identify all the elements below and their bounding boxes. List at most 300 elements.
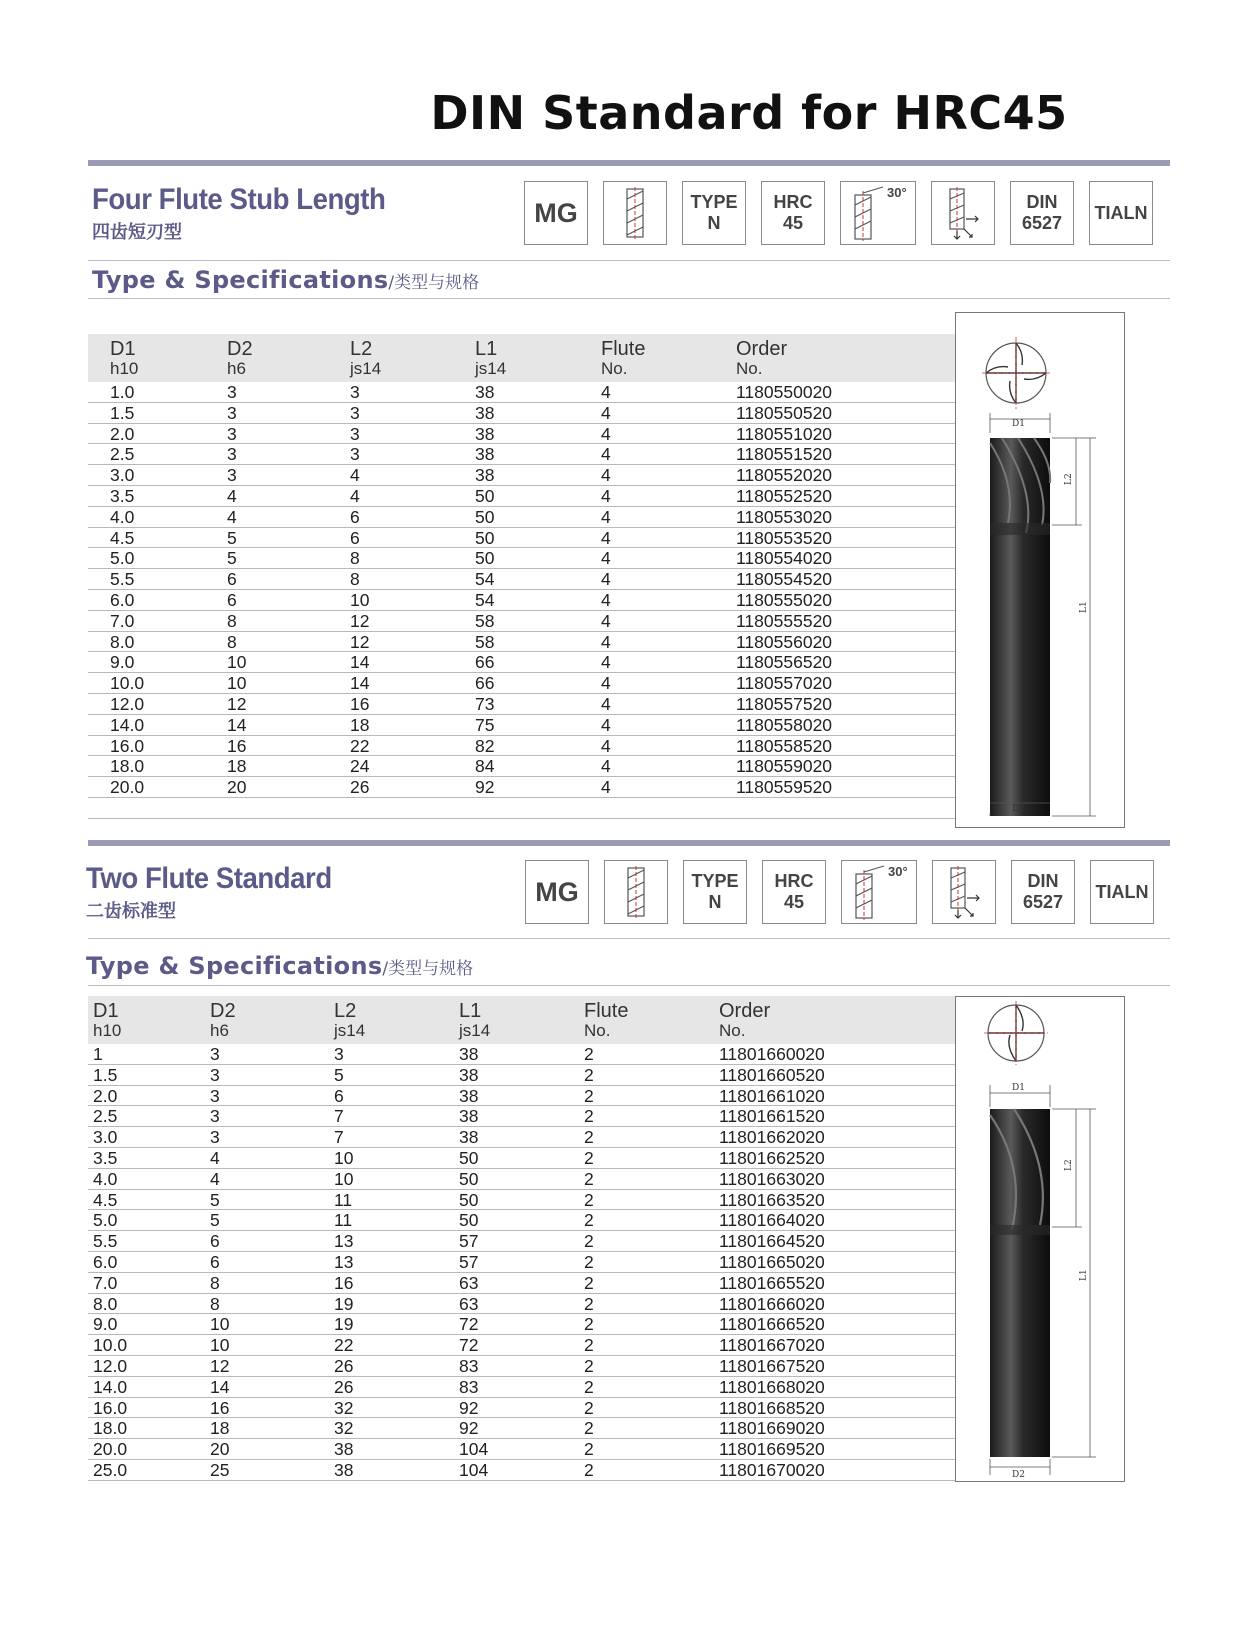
table-cell: 38 xyxy=(475,444,495,465)
table-cell: 11801663020 xyxy=(719,1168,825,1189)
table-cell: 14 xyxy=(227,714,247,735)
table-cell: 38 xyxy=(459,1127,479,1148)
table-cell: 8 xyxy=(210,1293,220,1314)
table-cell: 11801661020 xyxy=(719,1085,825,1106)
section-divider xyxy=(88,840,1170,846)
table-cell: 84 xyxy=(475,756,495,777)
table-row xyxy=(88,798,978,819)
table-row xyxy=(88,1148,978,1169)
hrc-badge-label: HRC xyxy=(774,871,814,891)
table-row xyxy=(88,694,978,715)
table-cell: 2 xyxy=(584,1085,594,1106)
type-badge xyxy=(682,181,746,245)
table-cell: 4 xyxy=(227,485,237,506)
spec-table xyxy=(88,334,978,819)
table-cell: 2.0 xyxy=(93,1085,118,1106)
table-row xyxy=(88,548,978,569)
spec-heading-cn: /类型与规格 xyxy=(388,273,480,293)
type-badge-label: TYPE xyxy=(690,192,738,212)
table-cell: 11801666520 xyxy=(719,1314,825,1335)
table-cell: 75 xyxy=(475,714,495,735)
table-cell: 5 xyxy=(210,1189,220,1210)
table-cell: 3.0 xyxy=(110,465,135,486)
table-row xyxy=(88,444,978,465)
table-row xyxy=(88,528,978,549)
table-cell: 25.0 xyxy=(93,1459,128,1480)
table-cell: 2 xyxy=(584,1106,594,1127)
table-cell: 6 xyxy=(210,1231,220,1252)
column-name: D1 xyxy=(93,1000,119,1022)
spec-heading xyxy=(92,266,479,294)
table-cell: 38 xyxy=(459,1106,479,1127)
hrc-badge-value: 45 xyxy=(782,213,804,233)
hrc-badge-label: HRC xyxy=(773,192,813,212)
table-row xyxy=(88,1460,978,1481)
table-cell: 24 xyxy=(350,756,370,777)
table-row xyxy=(88,1106,978,1127)
column-unit: No. xyxy=(601,359,628,378)
table-cell: 1180559020 xyxy=(736,756,833,777)
feature-badges xyxy=(524,181,1153,245)
table-row xyxy=(88,611,978,632)
table-row xyxy=(88,507,978,528)
table-cell: 11801664020 xyxy=(719,1210,825,1231)
column-header xyxy=(93,1001,121,1041)
dim-d2-label: D2 xyxy=(1012,804,1025,814)
table-cell: 9.0 xyxy=(110,652,135,673)
table-cell: 1180555020 xyxy=(736,589,833,610)
table-cell: 13 xyxy=(334,1231,354,1252)
table-cell: 3 xyxy=(210,1127,220,1148)
section-divider xyxy=(88,160,1170,166)
coating-badge: TIALN xyxy=(1089,181,1153,245)
table-cell: 3 xyxy=(227,423,237,444)
column-header xyxy=(601,339,645,379)
table-cell: 18.0 xyxy=(93,1418,128,1439)
table-cell: 20 xyxy=(227,777,247,798)
table-cell: 20 xyxy=(210,1439,230,1460)
table-cell: 4 xyxy=(601,548,611,569)
table-cell: 2 xyxy=(584,1168,594,1189)
table-cell: 3 xyxy=(334,1044,344,1064)
table-cell: 6 xyxy=(334,1085,344,1106)
table-row xyxy=(88,403,978,424)
helix-angle-badge xyxy=(840,181,916,245)
table-cell: 3 xyxy=(210,1044,220,1064)
dim-l1-label: L1 xyxy=(1079,601,1089,613)
table-cell: 32 xyxy=(334,1397,354,1418)
table-cell: 13 xyxy=(334,1251,354,1272)
two-flute-end-mill-drawing xyxy=(956,997,1124,1481)
table-cell: 3 xyxy=(210,1106,220,1127)
coating-badge: TIALN xyxy=(1090,860,1154,924)
helix-angle-label: 30° xyxy=(888,864,908,879)
table-cell: 58 xyxy=(475,610,495,631)
dim-d1-label: D1 xyxy=(1012,419,1025,429)
table-row xyxy=(88,1065,978,1086)
table-cell: 11801667520 xyxy=(719,1355,825,1376)
table-row xyxy=(88,424,978,445)
table-cell: 63 xyxy=(459,1293,479,1314)
column-header xyxy=(719,1001,770,1041)
table-cell: 2 xyxy=(584,1314,594,1335)
table-row xyxy=(88,1335,978,1356)
table-cell: 2 xyxy=(584,1335,594,1356)
din-badge-value: 6527 xyxy=(1021,213,1063,233)
table-cell: 50 xyxy=(475,527,495,548)
table-cell: 57 xyxy=(459,1251,479,1272)
table-cell: 104 xyxy=(459,1459,489,1480)
table-cell: 1180552020 xyxy=(736,465,833,486)
table-cell: 4 xyxy=(601,693,611,714)
table-cell: 2.5 xyxy=(93,1106,118,1127)
table-cell: 4 xyxy=(601,444,611,465)
column-unit: js14 xyxy=(475,359,507,378)
table-cell: 2 xyxy=(584,1251,594,1272)
spec-heading-cn: /类型与规格 xyxy=(382,959,474,979)
type-badge-value: N xyxy=(707,213,721,233)
table-row xyxy=(88,1294,978,1315)
table-cell: 92 xyxy=(459,1418,479,1439)
column-name: D2 xyxy=(210,1000,236,1022)
column-unit: js14 xyxy=(350,359,382,378)
table-cell: 11 xyxy=(334,1189,353,1210)
table-cell: 4 xyxy=(601,652,611,673)
table-row xyxy=(88,1356,978,1377)
table-cell: 3 xyxy=(227,465,237,486)
column-header xyxy=(210,1001,236,1041)
table-cell: 11801669020 xyxy=(719,1418,825,1439)
table-row xyxy=(88,1086,978,1107)
hrc-badge xyxy=(762,860,826,924)
table-cell: 11801660020 xyxy=(719,1044,825,1064)
table-cell: 10 xyxy=(334,1147,354,1168)
table-cell: 4.5 xyxy=(93,1189,118,1210)
table-row xyxy=(88,1418,978,1439)
table-cell: 2 xyxy=(584,1272,594,1293)
table-cell: 38 xyxy=(475,465,495,486)
table-cell: 66 xyxy=(475,652,495,673)
table-cell: 1 xyxy=(93,1044,103,1064)
end-cut-icon xyxy=(932,860,996,924)
table-cell: 5.5 xyxy=(93,1231,118,1252)
table-cell: 3 xyxy=(227,382,237,402)
table-cell: 3 xyxy=(350,402,360,423)
table-cell: 50 xyxy=(459,1168,479,1189)
table-cell: 1.0 xyxy=(110,382,135,402)
table-row xyxy=(88,673,978,694)
table-cell: 2 xyxy=(584,1459,594,1480)
table-cell: 4.0 xyxy=(110,506,135,527)
table-cell: 58 xyxy=(475,631,495,652)
table-cell: 4 xyxy=(227,506,237,527)
table-cell: 4 xyxy=(601,402,611,423)
table-cell: 4 xyxy=(601,610,611,631)
table-cell: 4 xyxy=(601,777,611,798)
type-badge-label: TYPE xyxy=(691,871,739,891)
table-cell: 2 xyxy=(584,1231,594,1252)
column-header xyxy=(736,339,787,379)
din-badge-label: DIN xyxy=(1026,192,1058,212)
table-cell: 2 xyxy=(584,1147,594,1168)
table-cell: 11801670020 xyxy=(719,1459,825,1480)
column-header xyxy=(584,1001,628,1041)
table-cell: 11801667020 xyxy=(719,1335,825,1356)
table-cell: 12 xyxy=(350,610,370,631)
table-cell: 19 xyxy=(334,1314,354,1335)
table-cell: 11801665020 xyxy=(719,1251,825,1272)
table-cell: 10 xyxy=(210,1314,230,1335)
table-cell: 4 xyxy=(601,589,611,610)
table-cell: 50 xyxy=(459,1147,479,1168)
mg-badge: MG xyxy=(524,181,588,245)
table-cell: 72 xyxy=(459,1335,479,1356)
table-cell: 54 xyxy=(475,589,495,610)
table-cell: 18 xyxy=(210,1418,230,1439)
table-cell: 4 xyxy=(601,673,611,694)
table-cell: 4.5 xyxy=(110,527,135,548)
table-cell: 3 xyxy=(227,402,237,423)
table-cell: 1180553020 xyxy=(736,506,833,527)
mg-badge: MG xyxy=(525,860,589,924)
din-badge xyxy=(1011,860,1075,924)
table-cell: 83 xyxy=(459,1376,479,1397)
table-cell: 3 xyxy=(227,444,237,465)
helix-angle-label: 30° xyxy=(887,185,907,200)
table-cell: 2 xyxy=(584,1127,594,1148)
table-cell: 4 xyxy=(210,1168,220,1189)
table-cell: 1180559520 xyxy=(736,777,833,798)
column-unit: js14 xyxy=(334,1021,366,1040)
four-flute-end-mill-drawing xyxy=(956,313,1124,827)
table-cell: 1180553520 xyxy=(736,527,833,548)
table-cell: 10 xyxy=(350,589,370,610)
table-cell: 12 xyxy=(350,631,370,652)
table-cell: 14 xyxy=(210,1376,230,1397)
type-badge xyxy=(683,860,747,924)
table-cell: 6 xyxy=(227,569,237,590)
table-cell: 12.0 xyxy=(93,1355,128,1376)
column-header xyxy=(350,339,381,379)
column-header xyxy=(227,339,253,379)
table-cell: 2 xyxy=(584,1189,594,1210)
table-cell: 2 xyxy=(584,1210,594,1231)
table-cell: 16 xyxy=(227,735,247,756)
table-cell: 18 xyxy=(227,756,247,777)
column-unit: h6 xyxy=(227,359,246,378)
table-cell: 50 xyxy=(475,548,495,569)
table-cell: 2 xyxy=(584,1044,594,1064)
table-cell: 3 xyxy=(210,1085,220,1106)
table-cell: 66 xyxy=(475,673,495,694)
table-header xyxy=(88,996,978,1044)
table-cell: 1.5 xyxy=(110,402,135,423)
table-cell: 1180558020 xyxy=(736,714,833,735)
section-divider xyxy=(88,260,1170,261)
end-cut-icon xyxy=(931,181,995,245)
table-cell: 10 xyxy=(210,1335,230,1356)
table-row xyxy=(88,632,978,653)
table-cell: 82 xyxy=(475,735,495,756)
column-unit: No. xyxy=(719,1021,746,1040)
column-unit: js14 xyxy=(459,1021,491,1040)
table-header xyxy=(88,334,978,382)
table-row xyxy=(88,1231,978,1252)
table-cell: 8.0 xyxy=(93,1293,118,1314)
table-cell: 5 xyxy=(227,527,237,548)
table-cell: 2.0 xyxy=(110,423,135,444)
table-row xyxy=(88,715,978,736)
table-row xyxy=(88,382,978,403)
table-row xyxy=(88,465,978,486)
table-cell: 20.0 xyxy=(93,1439,128,1460)
table-cell: 4 xyxy=(601,735,611,756)
column-unit: No. xyxy=(736,359,763,378)
table-cell: 14.0 xyxy=(93,1376,128,1397)
table-cell: 18 xyxy=(350,714,370,735)
table-cell: 1180552520 xyxy=(736,485,833,506)
table-cell: 4 xyxy=(601,465,611,486)
column-name: Order xyxy=(719,1000,771,1022)
table-row xyxy=(88,1314,978,1335)
table-cell: 32 xyxy=(334,1418,354,1439)
dim-l2-label: L2 xyxy=(1064,1159,1074,1171)
table-cell: 8 xyxy=(227,631,237,652)
table-row xyxy=(88,756,978,777)
feature-badges xyxy=(525,860,1154,924)
table-row xyxy=(88,1169,978,1190)
hrc-badge-value: 45 xyxy=(783,892,805,912)
table-cell: 7 xyxy=(334,1106,344,1127)
table-cell: 50 xyxy=(475,485,495,506)
table-cell: 19 xyxy=(334,1293,354,1314)
table-cell: 6 xyxy=(350,506,360,527)
table-cell: 6.0 xyxy=(110,589,135,610)
table-cell: 38 xyxy=(334,1439,354,1460)
table-row xyxy=(88,1377,978,1398)
hrc-badge xyxy=(761,181,825,245)
table-cell: 1180556020 xyxy=(736,631,833,652)
table-cell: 14 xyxy=(350,652,370,673)
table-cell: 25 xyxy=(210,1459,230,1480)
table-cell: 38 xyxy=(459,1064,479,1085)
table-cell: 8 xyxy=(227,610,237,631)
table-cell: 5 xyxy=(334,1064,344,1085)
table-cell: 22 xyxy=(350,735,370,756)
table-cell: 6 xyxy=(227,589,237,610)
section-title: Four Flute Stub Length xyxy=(92,183,386,216)
spec-heading-en: Type & Specifications xyxy=(86,952,383,980)
table-cell: 2.5 xyxy=(110,444,135,465)
table-cell: 11801664520 xyxy=(719,1231,825,1252)
table-cell: 1180556520 xyxy=(736,652,833,673)
table-row xyxy=(88,1252,978,1273)
table-cell: 7 xyxy=(334,1127,344,1148)
column-header xyxy=(459,1001,490,1041)
dim-l1-label: L1 xyxy=(1079,1269,1089,1281)
table-cell: 4 xyxy=(350,465,360,486)
table-cell: 3.5 xyxy=(93,1147,118,1168)
table-cell: 4.0 xyxy=(93,1168,118,1189)
table-cell: 1180554020 xyxy=(736,548,833,569)
table-cell: 3.0 xyxy=(93,1127,118,1148)
table-cell: 4 xyxy=(601,527,611,548)
table-cell: 10 xyxy=(334,1168,354,1189)
table-cell: 4 xyxy=(601,506,611,527)
table-cell: 7.0 xyxy=(93,1272,118,1293)
table-cell: 4 xyxy=(350,485,360,506)
table-cell: 50 xyxy=(475,506,495,527)
table-cell: 63 xyxy=(459,1272,479,1293)
table-cell: 11 xyxy=(334,1210,353,1231)
table-cell: 5.0 xyxy=(93,1210,118,1231)
din-badge-label: DIN xyxy=(1027,871,1059,891)
table-cell: 10 xyxy=(227,673,247,694)
table-cell: 11801660520 xyxy=(719,1064,825,1085)
table-cell: 11801665520 xyxy=(719,1272,825,1293)
table-row xyxy=(88,569,978,590)
table-row xyxy=(88,1439,978,1460)
table-cell: 4 xyxy=(601,756,611,777)
table-cell: 1180551520 xyxy=(736,444,833,465)
table-cell: 14 xyxy=(350,673,370,694)
column-name: L1 xyxy=(475,338,498,360)
table-cell: 10.0 xyxy=(110,673,145,694)
spec-table xyxy=(88,996,978,1481)
table-cell: 38 xyxy=(459,1085,479,1106)
table-cell: 2 xyxy=(584,1355,594,1376)
spec-heading-en: Type & Specifications xyxy=(92,266,389,294)
table-row xyxy=(88,736,978,757)
table-cell: 11801669520 xyxy=(719,1439,825,1460)
helix-flute-icon xyxy=(603,181,667,245)
column-header xyxy=(475,339,506,379)
table-cell: 16 xyxy=(334,1272,354,1293)
table-cell: 3 xyxy=(350,444,360,465)
table-cell: 83 xyxy=(459,1355,479,1376)
table-row xyxy=(88,1127,978,1148)
table-cell: 22 xyxy=(334,1335,354,1356)
section-title: Two Flute Standard xyxy=(86,862,332,895)
table-cell: 20.0 xyxy=(110,777,145,798)
section-subtitle: 四齿短刃型 xyxy=(92,222,182,243)
column-name: Order xyxy=(736,338,788,360)
din-badge-value: 6527 xyxy=(1022,892,1064,912)
table-cell: 1180550020 xyxy=(736,382,833,402)
table-row xyxy=(88,590,978,611)
table-row xyxy=(88,486,978,507)
table-cell: 1180558520 xyxy=(736,735,833,756)
column-name: L2 xyxy=(334,1000,357,1022)
table-cell: 2 xyxy=(584,1293,594,1314)
column-unit: No. xyxy=(584,1021,611,1040)
table-row xyxy=(88,1210,978,1231)
table-cell: 18.0 xyxy=(110,756,145,777)
table-cell: 14.0 xyxy=(110,714,145,735)
table-cell: 11801663520 xyxy=(719,1189,825,1210)
helix-flute-icon xyxy=(604,860,668,924)
table-cell: 54 xyxy=(475,569,495,590)
table-cell: 10.0 xyxy=(93,1335,128,1356)
table-cell: 16 xyxy=(350,693,370,714)
table-cell: 26 xyxy=(350,777,370,798)
table-row xyxy=(88,1273,978,1294)
table-cell: 104 xyxy=(459,1439,489,1460)
table-cell: 8 xyxy=(350,548,360,569)
column-unit: h10 xyxy=(110,359,139,378)
column-unit: h10 xyxy=(93,1021,122,1040)
table-cell: 2 xyxy=(584,1418,594,1439)
